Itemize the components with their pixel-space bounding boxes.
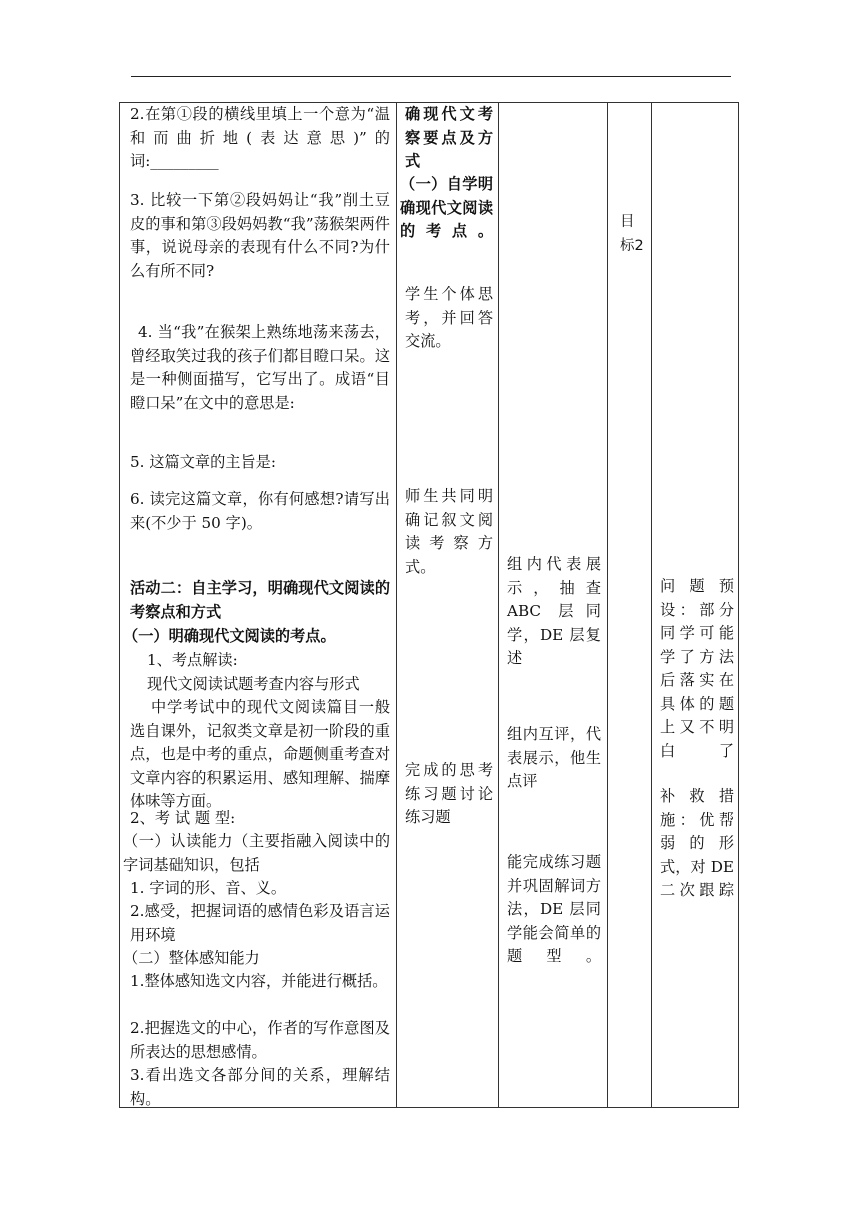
list-item-3: 1.整体感知选文内容，并能进行概括。 bbox=[130, 972, 388, 990]
list-item-5: 3.看出选文各部分间的关系，理解结构。 bbox=[130, 1066, 390, 1108]
column-teacher-activity bbox=[397, 103, 499, 1107]
content-form-heading: 现代文阅读试题考查内容与形式 bbox=[147, 675, 360, 693]
list-item-1: 1. 字词的形、音、义。 bbox=[130, 879, 287, 897]
question-2: 2.在第①段的横线里填上一个意为“温和而曲折地(表达意思)”的词:_________ bbox=[130, 105, 390, 170]
teacher-text-1: 学生个体思考，并回答交流。 bbox=[405, 285, 493, 350]
point-explanation-heading: 1、考点解读: bbox=[147, 651, 238, 669]
teacher-text-3: 完成的思考练习题讨论练习题 bbox=[405, 761, 493, 826]
column-student-activity bbox=[499, 103, 608, 1107]
overall-perception-heading: （二）整体感知能力 bbox=[123, 949, 260, 967]
teacher-bold-heading-2: （一）自学明确现代文阅读的考点。 bbox=[400, 175, 493, 240]
section-1-title: （一）明确现代文阅读的考点。 bbox=[123, 627, 336, 645]
column-learning-content bbox=[120, 103, 397, 1107]
reading-ability-item: （一）认读能力（主要指融入阅读中的字词基础知识，包括 bbox=[123, 832, 390, 874]
column-objective bbox=[608, 103, 652, 1107]
activity-2-title: 活动二：自主学习，明确现代文阅读的考察点和方式 bbox=[130, 579, 390, 621]
student-text-1: 组内代表展示，抽查ABC 层同学，DE 层复述 bbox=[507, 555, 601, 667]
student-text-2: 组内互评，代表展示，他生点评 bbox=[507, 725, 601, 790]
content-description: 中学考试中的现代文阅读篇目一般选自课外，记叙类文章是初一阶段的重点，也是中考的重点，命题侧重考查对文章内容的积累运用、感知理解、揣摩体味等方面。 bbox=[130, 698, 390, 810]
question-4: 4. 当“我”在猴架上熟练地荡来荡去，曾经取笑过我的孩子们都目瞪口呆。这是一种侧面描写，它写出了。成语“目瞪口呆”在文中的意思是: bbox=[130, 323, 390, 412]
column-notes bbox=[652, 103, 738, 1107]
lesson-plan-table bbox=[119, 102, 739, 1108]
objective-text: 目标2 bbox=[620, 214, 644, 254]
list-item-4: 2.把握选文的中心，作者的写作意图及所表达的思想感情。 bbox=[130, 1019, 390, 1061]
teacher-bold-heading-1: 确现代文考察要点及方式 bbox=[405, 105, 493, 170]
question-5: 5. 这篇文章的主旨是: bbox=[130, 453, 276, 471]
question-3: 3. 比较一下第②段妈妈让“我”削土豆皮的事和第③段妈妈教“我”荡猴架两件事，说说母亲的表现有什么不同?为什么有所不同? bbox=[130, 191, 390, 280]
question-types-heading: 2、考 试 题 型: bbox=[130, 809, 236, 827]
teacher-text-2: 师生共同明确记叙文阅读考察方式。 bbox=[405, 487, 493, 576]
list-item-2: 2.感受，把握词语的感情色彩及语言运用环境 bbox=[130, 902, 390, 944]
remedial-measures: 补救措施：优帮弱的形式，对 DE 二次跟踪 bbox=[660, 787, 734, 899]
header-rule bbox=[131, 76, 731, 77]
problem-prediction: 问题预设：部分同学可能学了方法后落实在具体的题上又不明白了 bbox=[660, 577, 734, 760]
student-text-3: 能完成练习题并巩固解词方法，DE 层同学能会简单的题型。 bbox=[507, 853, 601, 965]
question-6: 6. 读完这篇文章，你有何感想?请写出来(不少于 50 字)。 bbox=[130, 490, 390, 532]
